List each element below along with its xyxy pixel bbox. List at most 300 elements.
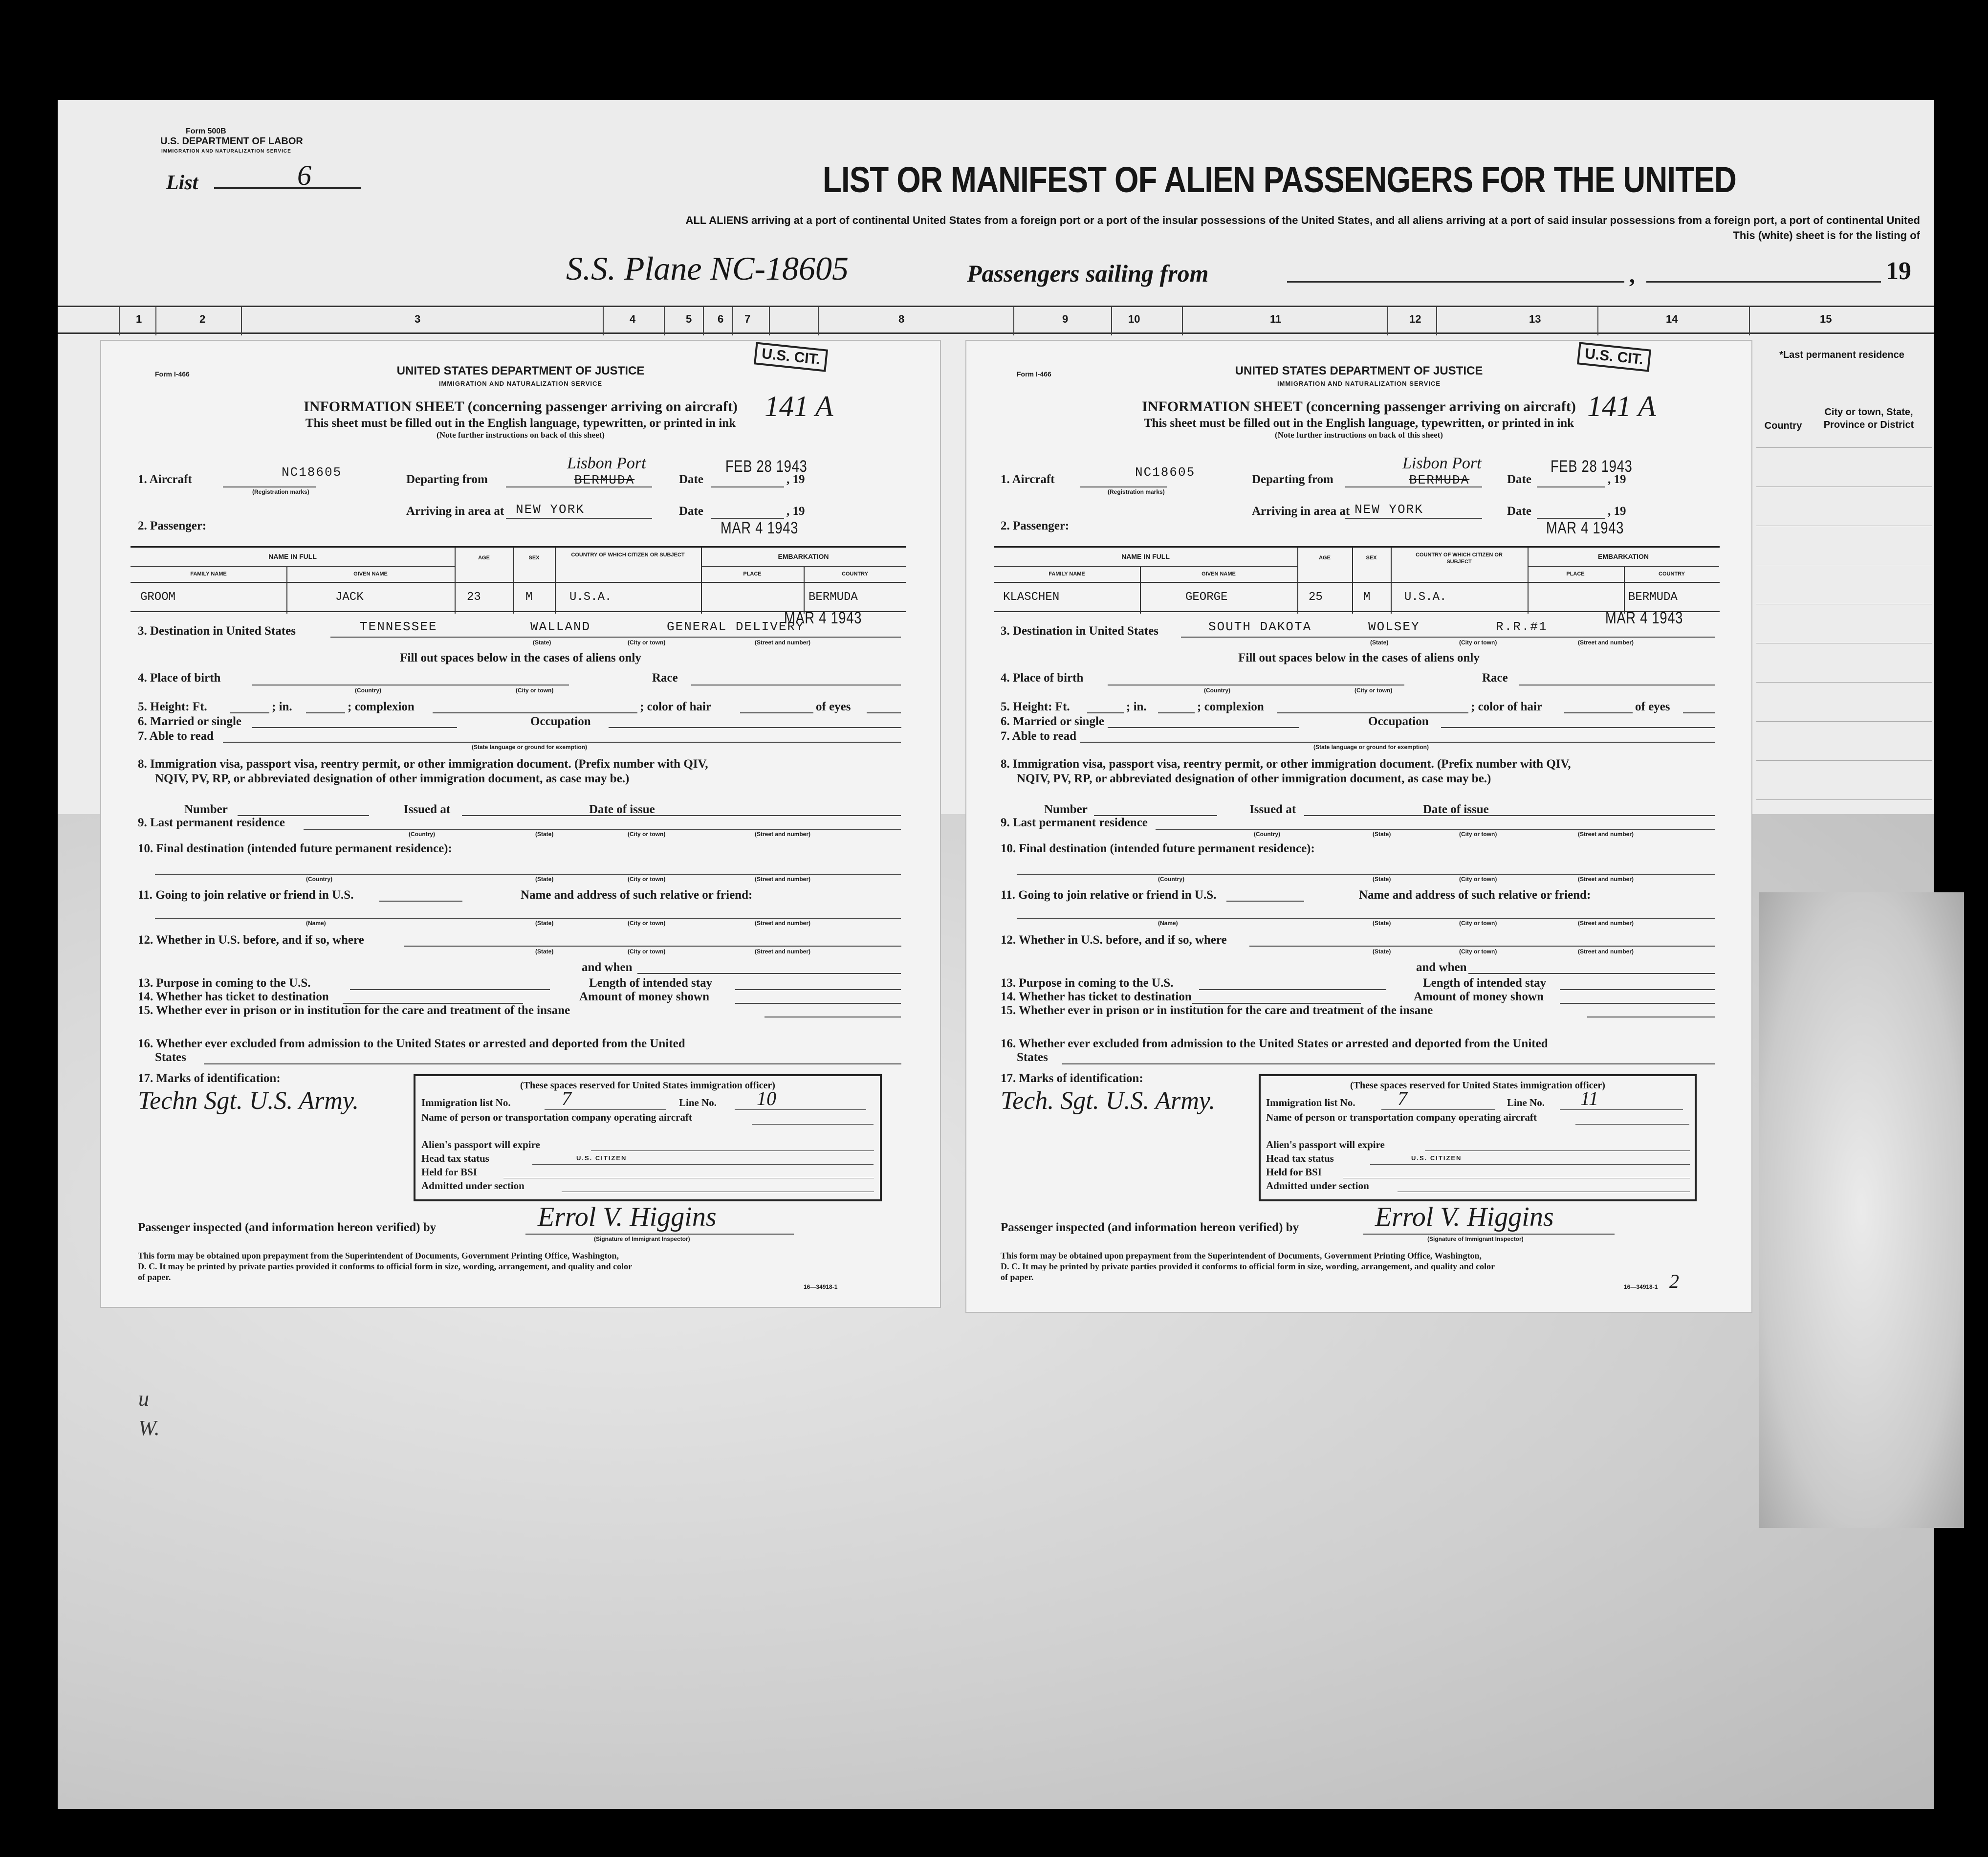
country-caption: (Country) — [409, 831, 435, 838]
fill-line — [1108, 727, 1299, 728]
fill-line — [637, 973, 901, 974]
fill-line — [304, 829, 901, 830]
margin-mark: u — [138, 1387, 149, 1411]
immigration-list-label: Immigration list No. — [1266, 1097, 1355, 1108]
fill-line — [867, 712, 901, 713]
fine-print-3: of paper. — [1001, 1272, 1034, 1282]
fill-line — [350, 989, 550, 990]
fill-line — [1425, 1150, 1690, 1151]
q5-label: 5. Height: Ft. — [1001, 700, 1070, 713]
passport-expire-label: Alien's passport will expire — [421, 1139, 540, 1150]
date-label-1: Date — [1507, 473, 1531, 486]
dest-street: GENERAL DELIVERY — [667, 619, 805, 634]
col15-heading: *Last permanent residence — [1779, 350, 1904, 360]
fill-line — [252, 727, 457, 728]
held-bsi-label: Held for BSI — [421, 1166, 477, 1178]
fill-line — [1017, 874, 1715, 875]
year-19-2: , 19 — [1608, 505, 1626, 518]
column-number: 6 — [718, 313, 724, 325]
state-caption: (State) — [535, 831, 554, 838]
money-label: Amount of money shown — [579, 990, 710, 1003]
column-divider — [155, 307, 156, 335]
family-name-value: GROOM — [140, 591, 176, 604]
q5-complexion: ; complexion — [1197, 700, 1264, 713]
q2-label: 2. Passenger: — [1001, 519, 1070, 532]
street-caption: (Street and number) — [1578, 920, 1634, 927]
given-name-value: GEORGE — [1185, 591, 1228, 604]
q17-label: 17. Marks of identification: — [1001, 1072, 1143, 1085]
column-divider — [664, 307, 665, 335]
binder-hole — [1944, 685, 1967, 708]
fill-line — [404, 946, 901, 947]
table-header-rule — [131, 582, 906, 583]
card-department: UNITED STATES DEPARTMENT OF JUSTICE — [1235, 364, 1483, 377]
line-no-value: 11 — [1580, 1087, 1599, 1109]
q5-in: ; in. — [1126, 700, 1147, 713]
departure-date-stamp: FEB 28 1943 — [725, 457, 808, 476]
issued-at-label: Issued at — [1249, 803, 1296, 816]
q8-label-b: NQIV, PV, RP, or abbreviated designation of other immigration document, as case may be.) — [155, 772, 630, 785]
fill-line — [1560, 1003, 1715, 1004]
street-caption: (Street and number) — [755, 876, 811, 883]
dest-state: TENNESSEE — [360, 619, 437, 634]
fill-line — [1509, 815, 1715, 816]
officer-reserved-box — [414, 1074, 882, 1201]
citizen-header: COUNTRY OF WHICH CITIZEN OR SUBJECT — [1416, 552, 1503, 565]
fill-line — [609, 727, 901, 728]
sailing-year-prefix: 19 — [1886, 257, 1911, 285]
q7-label: 7. Able to read — [138, 730, 214, 743]
reserved-caption: (These spaces reserved for United States immigration officer) — [1350, 1080, 1605, 1091]
fill-line — [1683, 712, 1715, 713]
passport-expire-label: Alien's passport will expire — [1266, 1139, 1385, 1150]
dest-state: SOUTH DAKOTA — [1208, 619, 1312, 634]
fill-line — [735, 1109, 866, 1110]
street-caption: (Street and number) — [755, 920, 811, 927]
column-divider — [769, 307, 770, 335]
q11-label: 11. Going to join relative or friend in U.S. — [1001, 888, 1217, 902]
departing-struck: BERMUDA — [574, 473, 635, 487]
line-no-value: 10 — [757, 1087, 776, 1109]
fill-line — [204, 1063, 901, 1064]
card-list-code: 141 A — [765, 390, 833, 422]
fine-print-1: This form may be obtained upon prepayment from the Superintendent of Documents, Government Printing Office, Washington, — [1001, 1251, 1482, 1260]
ledger-row-line — [1756, 682, 1932, 683]
fill-line — [1441, 727, 1715, 728]
table-header-rule — [994, 582, 1720, 583]
q9-label: 9. Last permanent residence — [1001, 816, 1148, 829]
fill-line — [1017, 918, 1715, 919]
q4-label: 4. Place of birth — [1001, 671, 1084, 685]
card-department: UNITED STATES DEPARTMENT OF JUSTICE — [396, 364, 645, 377]
list-number: 6 — [297, 159, 311, 191]
city-caption: (City or town) — [628, 639, 666, 646]
embark-place-value: BERMUDA — [1628, 591, 1678, 604]
q10-label: 10. Final destination (intended future permanent residence): — [1001, 842, 1315, 855]
arrival-date-stamp: MAR 4 1943 — [721, 519, 799, 537]
head-tax-label: Head tax status — [1266, 1152, 1334, 1164]
card-must-line: This sheet must be filled out in the English language, typewritten, or printed in ink — [305, 417, 736, 430]
print-code: 16—34918-1 — [1624, 1283, 1658, 1290]
citizen-value: U.S.A. — [569, 591, 612, 604]
city-caption: (City or town) — [1459, 920, 1497, 927]
city-caption: (City or town) — [628, 831, 666, 838]
fill-line — [379, 901, 462, 902]
occupation-label: Occupation — [530, 715, 591, 728]
state-caption: (State) — [1373, 948, 1391, 955]
ledger-row-line — [1756, 447, 1932, 448]
embark-place-value: BERMUDA — [808, 591, 858, 604]
fill-line — [525, 1234, 794, 1235]
city-caption: (City or town) — [1459, 639, 1497, 646]
margin-mark: W. — [138, 1416, 160, 1440]
country-caption: (Country) — [1254, 831, 1280, 838]
embarkation-header: EMBARKATION — [778, 553, 829, 560]
table-header-rule — [131, 566, 455, 567]
name-caption: (Name) — [1158, 920, 1178, 927]
fill-line — [735, 1003, 901, 1004]
arriving-city: NEW YORK — [516, 502, 585, 517]
fill-line — [735, 989, 901, 990]
column-number: 12 — [1409, 313, 1421, 325]
occupation-label: Occupation — [1368, 715, 1429, 728]
fill-line — [433, 712, 637, 713]
column-divider — [818, 307, 819, 335]
reg-marks-caption: (Registration marks) — [1108, 488, 1165, 495]
street-caption: (Street and number) — [1578, 948, 1634, 955]
us-citizen-stamp: U.S. CIT. — [754, 342, 828, 372]
sex-header: SEX — [1366, 555, 1377, 561]
fill-line — [1156, 829, 1715, 830]
fill-line — [1575, 1124, 1689, 1125]
length-stay-label: Length of intended stay — [589, 976, 713, 990]
fill-line — [1080, 742, 1715, 743]
fill-line — [330, 637, 901, 638]
column-number: 3 — [415, 313, 421, 325]
race-label: Race — [652, 671, 678, 685]
city-caption: (City or town) — [1459, 876, 1497, 883]
q1-label: 1. Aircraft — [138, 473, 192, 486]
head-tax-label: Head tax status — [421, 1152, 489, 1164]
state-caption: (State) — [535, 920, 554, 927]
dest-date-stamp: MAR 4 1943 — [1605, 609, 1683, 627]
q15-label: 15. Whether ever in prison or in institution for the care and treatment of the insane — [1001, 1004, 1433, 1017]
fine-print-2: D. C. It may be printed by private parties provided it conforms to official form in size, wording, arrangement, and quality and color — [138, 1261, 633, 1271]
list-underline — [214, 187, 361, 189]
card-form-number: Form I-466 — [155, 370, 190, 378]
column-divider — [732, 307, 733, 335]
column-divider — [603, 307, 604, 335]
q10-label: 10. Final destination (intended future permanent residence): — [138, 842, 452, 855]
ledger-row-line — [1756, 486, 1932, 487]
q6-label: 6. Married or single — [1001, 715, 1104, 728]
fill-line — [155, 918, 901, 919]
length-stay-label: Length of intended stay — [1423, 976, 1547, 990]
dest-city: WOLSEY — [1368, 619, 1420, 634]
family-name-header: FAMILY NAME — [190, 571, 227, 577]
fill-line — [591, 1150, 874, 1151]
family-name-header: FAMILY NAME — [1049, 571, 1085, 577]
fine-print-3: of paper. — [138, 1272, 171, 1282]
arrival-date-stamp: MAR 4 1943 — [1546, 519, 1624, 537]
column-divider — [1749, 307, 1750, 335]
binder-hole — [1944, 594, 1967, 618]
city-caption: (City or town) — [1459, 948, 1497, 955]
fill-line — [545, 1109, 666, 1110]
column-number: 15 — [1820, 313, 1832, 325]
sex-value: M — [1363, 591, 1371, 604]
fill-line — [1560, 1109, 1683, 1110]
name-caption: (Name) — [306, 920, 326, 927]
column-number: 1 — [136, 313, 142, 325]
fill-line — [1345, 518, 1482, 519]
column-divider — [703, 307, 704, 335]
state-caption: (State) — [1373, 920, 1391, 927]
signature-caption: (Signature of Immigrant Inspector) — [1427, 1236, 1524, 1242]
binder-hole — [1944, 291, 1967, 315]
q3-label: 3. Destination in United States — [1001, 624, 1158, 638]
country-header: COUNTRY — [842, 571, 868, 577]
departure-date-stamp: FEB 28 1943 — [1551, 457, 1633, 476]
us-citizen-stamp: U.S. CIT. — [1577, 342, 1651, 372]
q5-label: 5. Height: Ft. — [138, 700, 207, 713]
column-number: 11 — [1270, 313, 1282, 325]
column-divider — [1182, 307, 1183, 335]
fill-line — [230, 712, 269, 713]
line-no-label: Line No. — [679, 1097, 717, 1108]
immigration-list-label: Immigration list No. — [421, 1097, 511, 1108]
inspected-label: Passenger inspected (and information hereon verified) by — [138, 1221, 437, 1234]
q14-label: 14. Whether has ticket to destination — [138, 990, 329, 1003]
q5-eyes: of eyes — [816, 700, 851, 713]
date-of-issue-label: Date of issue — [1423, 803, 1489, 816]
q12-label: 12. Whether in U.S. before, and if so, where — [1001, 933, 1227, 947]
sailing-comma: , — [1629, 262, 1635, 288]
col15-country: Country — [1764, 420, 1802, 431]
fill-line — [506, 518, 652, 519]
q5-hair: ; color of hair — [640, 700, 712, 713]
column-number: 10 — [1128, 313, 1140, 325]
city-caption: (City or town) — [516, 687, 554, 694]
age-header: AGE — [1319, 555, 1331, 561]
column-divider — [1013, 307, 1014, 335]
company-label: Name of person or transportation company operating aircraft — [1266, 1111, 1537, 1123]
fill-line — [1564, 712, 1633, 713]
inspector-signature: Errol V. Higgins — [1375, 1202, 1554, 1232]
inspected-label: Passenger inspected (and information hereon verified) by — [1001, 1221, 1299, 1234]
fine-print-1: This form may be obtained upon prepayment from the Superintendent of Documents, Government Printing Office, Washington, — [138, 1251, 619, 1260]
card-note-line: (Note further instructions on back of this sheet) — [437, 430, 605, 440]
q7-caption: (State language or ground for exemption) — [472, 744, 588, 751]
dest-city: WALLAND — [530, 619, 591, 634]
date-label-2: Date — [1507, 505, 1531, 518]
column-number: 4 — [630, 313, 636, 325]
street-caption: (Street and number) — [1578, 639, 1634, 646]
fill-line — [1181, 637, 1715, 638]
fill-line — [1062, 1063, 1715, 1064]
number-label: Number — [184, 803, 228, 816]
column-divider — [1597, 307, 1598, 335]
manifest-department: U.S. DEPARTMENT OF LABOR — [160, 136, 303, 147]
departing-struck: BERMUDA — [1409, 473, 1470, 487]
fine-print-2: D. C. It may be printed by private parties provided it conforms to official form in size, wording, arrangement, and quality and color — [1001, 1261, 1495, 1271]
q5-complexion: ; complexion — [348, 700, 415, 713]
street-caption: (Street and number) — [1578, 831, 1634, 838]
departing-label: Departing from — [1252, 473, 1333, 486]
manifest-title: LIST OR MANIFEST OF ALIEN PASSENGERS FOR THE UNITED — [823, 159, 1736, 200]
street-caption: (Street and number) — [755, 639, 811, 646]
card-list-code: 141 A — [1587, 390, 1656, 422]
number-label: Number — [1044, 803, 1088, 816]
departing-hand: Lisbon Port — [1402, 454, 1482, 472]
fill-line — [1158, 712, 1195, 713]
and-when-label: and when — [1416, 961, 1467, 974]
country-caption: (Country) — [1204, 687, 1230, 694]
date-label-2: Date — [679, 505, 703, 518]
q16-label: 16. Whether ever excluded from admission to the United States or arrested and deported from the United — [138, 1037, 685, 1050]
name-in-full-header: NAME IN FULL — [268, 553, 317, 560]
fill-line — [752, 1124, 874, 1125]
state-caption: (State) — [533, 639, 551, 646]
card-must-line: This sheet must be filled out in the English language, typewritten, or printed in ink — [1143, 417, 1574, 430]
family-name-value: KLASCHEN — [1003, 591, 1060, 604]
street-caption: (Street and number) — [1578, 876, 1634, 883]
date-of-issue-label: Date of issue — [589, 803, 655, 816]
card-service: IMMIGRATION AND NATURALIZATION SERVICE — [438, 380, 603, 387]
fill-out-note: Fill out spaces below in the cases of aliens only — [400, 651, 641, 664]
column-divider — [241, 307, 242, 335]
fill-line — [223, 486, 316, 487]
q14-label: 14. Whether has ticket to destination — [1001, 990, 1192, 1003]
ledger-row-line — [1756, 760, 1932, 761]
fill-line — [681, 815, 901, 816]
q6-label: 6. Married or single — [138, 715, 241, 728]
country-header: COUNTRY — [1659, 571, 1685, 577]
fill-line — [1080, 486, 1167, 487]
race-label: Race — [1482, 671, 1508, 685]
fill-out-note: Fill out spaces below in the cases of aliens only — [1238, 651, 1480, 664]
reg-marks-caption: (Registration marks) — [252, 488, 309, 495]
officer-reserved-box — [1259, 1074, 1697, 1201]
q5-eyes: of eyes — [1635, 700, 1670, 713]
fill-line — [1277, 712, 1468, 713]
company-label: Name of person or transportation company operating aircraft — [421, 1111, 692, 1123]
sailing-port-line — [1287, 281, 1624, 283]
ship-name-handwritten: S.S. Plane NC-18605 — [566, 250, 849, 287]
country-caption: (Country) — [306, 876, 332, 883]
dest-street: R.R.#1 — [1496, 619, 1548, 634]
arriving-city: NEW YORK — [1354, 502, 1423, 517]
ledger-row-line — [1756, 799, 1932, 800]
departing-hand: Lisbon Port — [567, 454, 646, 472]
table-header-rule — [1528, 566, 1719, 567]
q11-label-b: Name and address of such relative or friend: — [521, 888, 753, 902]
q12-label: 12. Whether in U.S. before, and if so, where — [138, 933, 364, 947]
age-header: AGE — [478, 555, 490, 561]
dest-date-stamp: MAR 4 1943 — [784, 609, 862, 627]
column-number: 5 — [686, 313, 692, 325]
year-19-1: , 19 — [786, 473, 805, 486]
fill-line — [1370, 1164, 1690, 1165]
fill-line — [711, 486, 784, 487]
sailing-date-line — [1646, 281, 1881, 283]
card-info-title: INFORMATION SHEET (concerning passenger arriving on aircraft) — [304, 398, 738, 415]
col15-district: City or town, State, Province or District — [1823, 407, 1914, 430]
age-value: 23 — [467, 591, 481, 604]
city-caption: (City or town) — [628, 876, 666, 883]
marks-handwritten: Tech. Sgt. U.S. Army. — [1001, 1087, 1216, 1115]
admitted-label: Admitted under section — [421, 1180, 524, 1192]
and-when-label: and when — [582, 961, 633, 974]
country-caption: (Country) — [355, 687, 381, 694]
column-number: 2 — [199, 313, 206, 325]
aircraft-reg: NC18605 — [282, 465, 342, 480]
reserved-caption: (These spaces reserved for United States immigration officer) — [520, 1080, 775, 1091]
q4-label: 4. Place of birth — [138, 671, 221, 685]
information-sheet — [100, 340, 941, 1308]
fill-line — [1199, 989, 1386, 990]
street-caption: (Street and number) — [755, 948, 811, 955]
issued-at-label: Issued at — [404, 803, 451, 816]
date-label-1: Date — [679, 473, 703, 486]
fill-line — [740, 712, 813, 713]
q16-label-b: States — [155, 1051, 186, 1064]
age-value: 25 — [1309, 591, 1323, 604]
column-number: 8 — [898, 313, 905, 325]
q9-label: 9. Last permanent residence — [138, 816, 285, 829]
q16-label: 16. Whether ever excluded from admission to the United States or arrested and deported from the United — [1001, 1037, 1548, 1050]
place-header: PLACE — [1566, 571, 1585, 577]
q11-label: 11. Going to join relative or friend in U.S. — [138, 888, 354, 902]
card-note-line: (Note further instructions on back of this sheet) — [1275, 430, 1443, 440]
passenger-table — [131, 546, 906, 612]
q8-label-b: NQIV, PV, RP, or abbreviated designation of other immigration document, as case may be.) — [1017, 772, 1491, 785]
marks-handwritten: Techn Sgt. U.S. Army. — [138, 1087, 359, 1115]
sex-header: SEX — [528, 555, 540, 561]
state-caption: (State) — [1373, 876, 1391, 883]
information-sheet — [965, 340, 1752, 1313]
arriving-label: Arriving in area at — [1252, 505, 1350, 518]
fill-line — [532, 1164, 874, 1165]
given-name-header: GIVEN NAME — [353, 571, 388, 577]
manifest-subtitle-line2: This (white) sheet is for the listing of — [1733, 229, 1920, 242]
line-no-label: Line No. — [1507, 1097, 1545, 1108]
q8-label: 8. Immigration visa, passport visa, reentry permit, or other immigration document. (Prefix number with QIV, — [138, 757, 708, 771]
binder-hole — [1944, 372, 1967, 395]
column-number: 9 — [1062, 313, 1069, 325]
q2-label: 2. Passenger: — [138, 519, 207, 532]
table-header-rule — [701, 566, 906, 567]
q3-label: 3. Destination in United States — [138, 624, 296, 638]
q7-label: 7. Able to read — [1001, 730, 1077, 743]
fill-line — [223, 742, 901, 743]
fill-line — [1087, 712, 1124, 713]
money-label: Amount of money shown — [1414, 990, 1544, 1003]
fill-line — [1363, 1234, 1615, 1235]
q17-label: 17. Marks of identification: — [138, 1072, 281, 1085]
column-divider — [1387, 307, 1388, 335]
state-caption: (State) — [1373, 831, 1391, 838]
q15-label: 15. Whether ever in prison or in institution for the care and treatment of the insane — [138, 1004, 570, 1017]
held-bsi-label: Held for BSI — [1266, 1166, 1322, 1178]
q8-label: 8. Immigration visa, passport visa, reentry permit, or other immigration document. (Prefix number with QIV, — [1001, 757, 1571, 771]
fill-line — [1249, 946, 1715, 947]
state-caption: (State) — [1370, 639, 1389, 646]
q13-label: 13. Purpose in coming to the U.S. — [138, 976, 311, 990]
q5-hair: ; color of hair — [1471, 700, 1543, 713]
card-service: IMMIGRATION AND NATURALIZATION SERVICE — [1277, 380, 1441, 387]
immigration-list-value: 7 — [1398, 1087, 1407, 1109]
